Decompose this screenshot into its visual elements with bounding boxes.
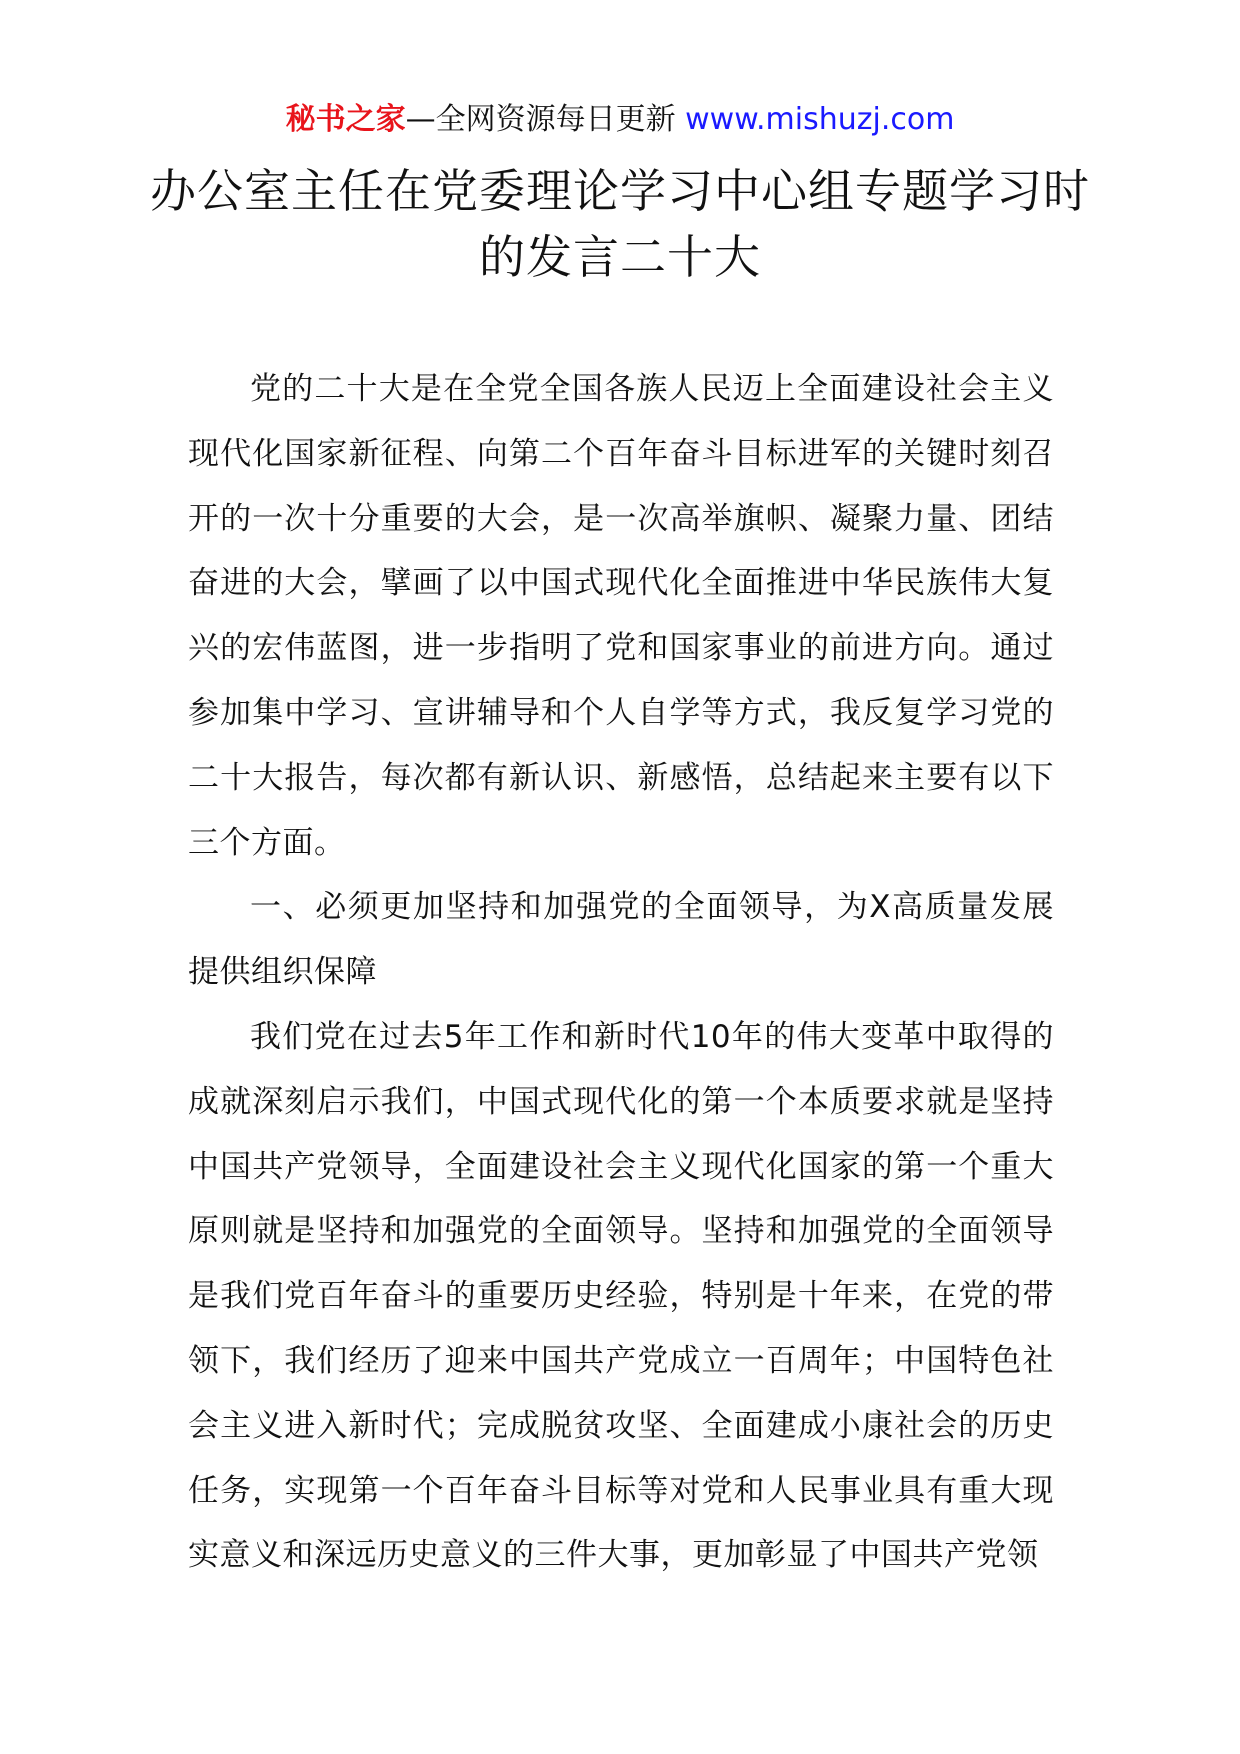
section-heading-1: 一、必须更加坚持和加强党的全面领导，为X高质量发展提供组织保障 bbox=[188, 889, 1054, 991]
document-body bbox=[188, 357, 1054, 1588]
paragraph-section-1: 我们党在过去5年工作和新时代10年的伟大变革中取得的成就深刻启示我们，中国式现代化的第一个本质要求就是坚持中国共产党领导，全面建设社会主义现代化国家的第一个重大原则就是坚持和加强党的全面领导。坚持和加强党的全面领导是我们党百年奋斗的重要历史经验，特别是十年来，在党的带领下，我们经历了迎来中国共产党成立一百周年；中国特色社会主义进入新时代；完成脱贫攻坚、全面建成小康社会的历史任务，实现第一个百年奋斗目标等对党和人民事业具有重大现实意义和深远历史意义的三件大事，更加彰显了中国共产党领 bbox=[188, 1018, 1054, 1574]
site-slogan: —全网资源每日更新 bbox=[405, 102, 686, 137]
document-title: 办公室主任在党委理论学习中心组专题学习时的发言二十大 bbox=[150, 164, 1090, 284]
site-url-link[interactable]: www.mishuzj.com bbox=[685, 102, 955, 137]
site-header bbox=[0, 100, 1240, 140]
paragraph-intro: 党的二十大是在全党全国各族人民迈上全面建设社会主义现代化国家新征程、向第二个百年奋斗目标进军的关键时刻召开的一次十分重要的大会，是一次高举旗帜、凝聚力量、团结奋进的大会，擘画了以中国式现代化全面推进中华民族伟大复兴的宏伟蓝图，进一步指明了党和国家事业的前进方向。通过参加集中学习、宣讲辅导和个人自学等方式，我反复学习党的二十大报告，每次都有新认识、新感悟，总结起来主要有以下三个方面。 bbox=[188, 371, 1054, 861]
site-brand: 秘书之家 bbox=[285, 102, 406, 137]
